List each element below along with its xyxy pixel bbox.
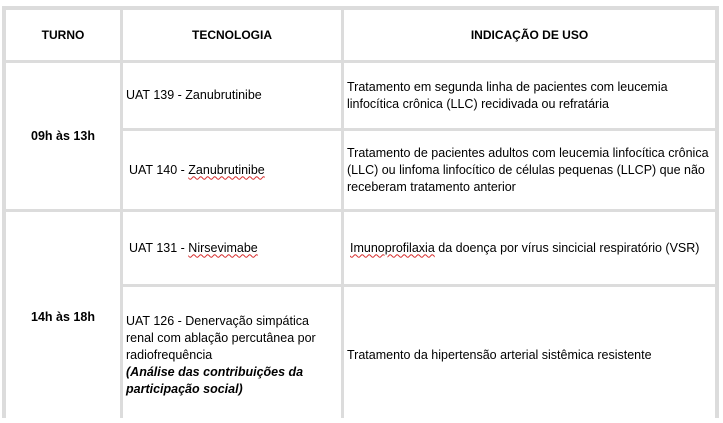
tech-name: Nirsevimabe (188, 240, 258, 255)
tech-prefix: UAT 131 - (129, 240, 189, 255)
header-turno: TURNO (6, 10, 120, 60)
indication-keyword: Imunoprofilaxia (350, 240, 435, 255)
table-row-indication: Tratamento de pacientes adultos com leucemia linfocítica crônica (LLC) ou linfoma linfocítico de células pequenas (LLCP) que não receberam tratamento anterior (344, 131, 715, 209)
header-tecnologia: TECNOLOGIA (123, 10, 341, 60)
shift-morning: 09h às 13h (6, 63, 120, 209)
tech-note: (Análise das contribuições da participação social) (126, 364, 304, 396)
table-row-indication: Tratamento em segunda linha de pacientes com leucemia linfocítica crônica (LLC) recidivada ou refratária (344, 63, 715, 128)
tech-name: Zanubrutinibe (188, 162, 265, 177)
shift-afternoon: 14h às 18h (6, 212, 120, 423)
table-row-indication (344, 212, 715, 284)
table-row-tech (123, 131, 341, 209)
schedule-table (2, 6, 719, 418)
tech-name: Zanubrutinibe (185, 88, 262, 102)
table-row-tech (123, 287, 341, 423)
table-row-indication: Tratamento da hipertensão arterial sistêmica resistente (344, 287, 715, 423)
tech-prefix: UAT 139 - (126, 88, 186, 102)
table-row-tech (123, 212, 341, 284)
indication-rest: da doença por vírus sincicial respiratório (VSR) (434, 240, 700, 255)
header-indicacao: INDICAÇÃO DE USO (344, 10, 715, 60)
tech-text: UAT 126 - Denervação simpática renal com ablação percutânea por radiofrequência (126, 313, 316, 362)
tech-prefix: UAT 140 - (129, 162, 189, 177)
table-row-tech (123, 63, 341, 128)
